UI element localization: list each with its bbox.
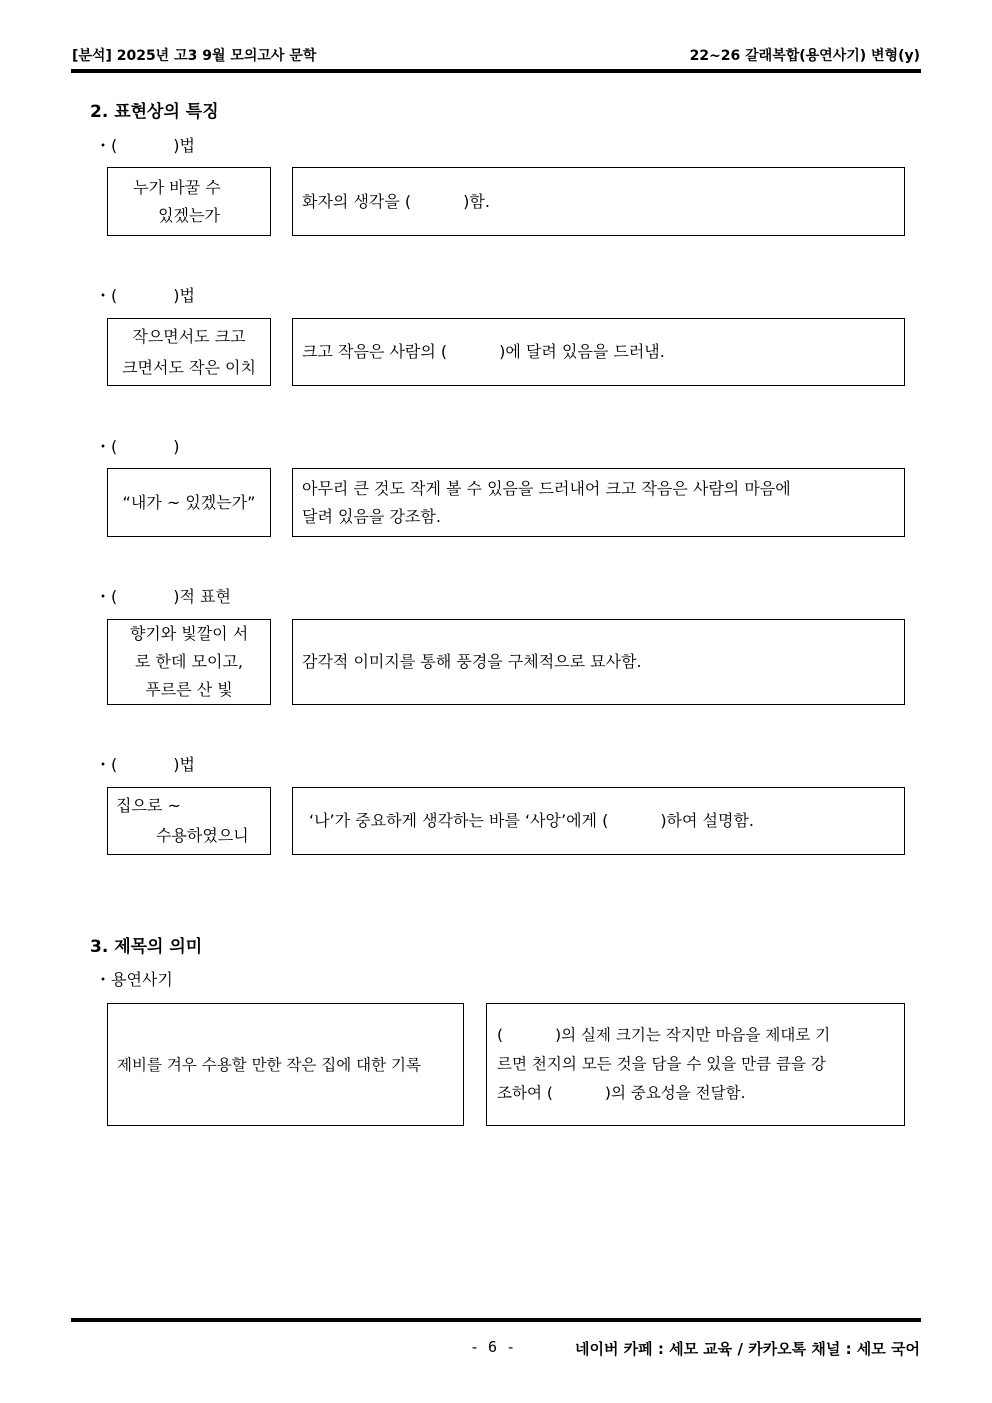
meaning-line: 르면 천지의 모든 것을 담을 수 있을 만큼 큼을 강 [497, 1055, 826, 1073]
quote-line: 수용하였으니 [156, 826, 249, 845]
header-title: [분석] 2025년 고3 9월 모의고사 문학 [72, 48, 317, 64]
item-5-bullet-close: )법 [173, 755, 195, 774]
header-source: 22~26 갈래복합(용연사기) 변형(y) [689, 48, 920, 64]
meaning-text: 조하여 ( [497, 1084, 553, 1102]
quote-line: 푸르른 산 빛 [145, 680, 233, 699]
item-2-description-box [292, 318, 905, 386]
quote-line: 누가 바꿀 수 [133, 177, 221, 197]
quote-line: 로 한데 모이고, [135, 652, 243, 671]
description-text: )에 달려 있음을 드러냄. [499, 342, 665, 361]
quote-line: 집으로 ~ [116, 796, 181, 815]
quote-line: 작으면서도 크고 [132, 327, 246, 346]
title-meaning-box [486, 1003, 905, 1126]
description-text: 크고 작음은 사람의 ( [302, 342, 448, 361]
section-2-title: 2. 표현상의 특징 [90, 102, 219, 122]
description-text: )하여 설명함. [660, 811, 755, 830]
footer-divider [71, 1318, 921, 1322]
item-5-bullet [95, 752, 195, 775]
item-5-quote-box [107, 787, 271, 855]
item-4-quote-box [107, 619, 271, 705]
quote-line: 크면서도 작은 이치 [122, 358, 256, 377]
item-3-bullet [95, 434, 180, 457]
description-line: 감각적 이미지를 통해 풍경을 구체적으로 묘사함. [302, 652, 642, 671]
item-2-quote-box [107, 318, 271, 386]
title-literal-box [107, 1003, 464, 1126]
meaning-text: ( [497, 1026, 504, 1044]
item-1-bullet-close: )법 [173, 136, 195, 155]
title-literal-text: 제비를 겨우 수용할 만한 작은 집에 대한 기록 [117, 1055, 422, 1074]
header-divider [71, 69, 921, 73]
description-line: 아무리 큰 것도 작게 볼 수 있음을 드러내어 크고 작음은 사람의 마음에 [302, 478, 791, 498]
item-4-bullet-open: ・( [95, 587, 118, 606]
description-text: 화자의 생각을 ( [302, 191, 412, 211]
item-1-description-box [292, 167, 905, 236]
item-2-bullet-open: ・( [95, 286, 118, 305]
footer-contact: 네이버 카페 : 세모 교육 / 카카오톡 채널 : 세모 국어 [574, 1340, 920, 1358]
item-3-bullet-close: ) [173, 437, 180, 456]
item-2-bullet [95, 283, 195, 306]
item-4-bullet-close: )적 표현 [173, 587, 231, 606]
quote-line: “내가 ~ 있겠는가” [122, 492, 256, 512]
item-4-description-box [292, 619, 905, 705]
quote-line: 향기와 빛깔이 서 [129, 624, 249, 643]
item-4-bullet [95, 584, 231, 607]
quote-line: 있겠는가 [158, 205, 220, 225]
item-3-bullet-open: ・( [95, 437, 118, 456]
meaning-text: )의 중요성을 전달함. [604, 1084, 746, 1102]
item-1-bullet [95, 133, 195, 156]
item-1-bullet-open: ・( [95, 136, 118, 155]
item-5-description-box [292, 787, 905, 855]
item-5-bullet-open: ・( [95, 755, 118, 774]
section-3-bullet: ・용연사기 [95, 970, 173, 989]
section-3-title: 3. 제목의 의미 [90, 937, 203, 957]
description-line: 달려 있음을 강조함. [302, 506, 441, 526]
item-1-quote-box [107, 167, 271, 236]
item-2-bullet-close: )법 [173, 286, 195, 305]
description-text: ‘나’가 중요하게 생각하는 바를 ‘사앙’에게 ( [309, 811, 609, 830]
item-3-description-box [292, 468, 905, 537]
page-number: - 6 - [470, 1338, 516, 1356]
item-3-quote-box [107, 468, 271, 537]
meaning-text: )의 실제 크기는 작지만 마음을 제대로 기 [555, 1026, 831, 1044]
description-text: )함. [463, 191, 490, 211]
